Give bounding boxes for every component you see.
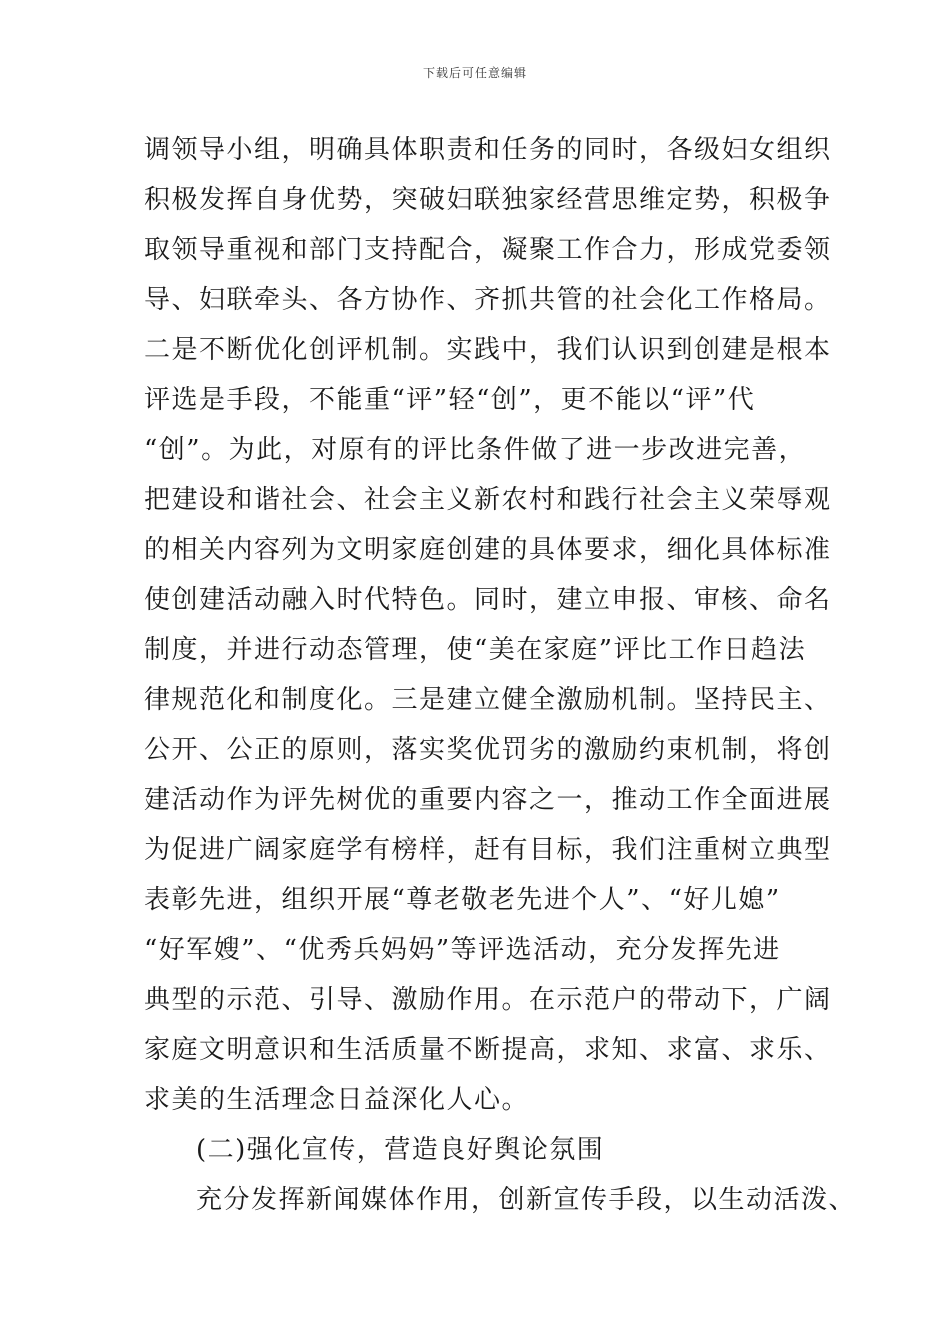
paragraph-line: 取领导重视和部门支持配合，凝聚工作合力，形成党委领 <box>144 235 832 265</box>
paragraph-line: 为促进广阔家庭学有榜样，赶有目标，我们注重树立典型 <box>144 835 832 865</box>
paragraph-line: 建活动作为评先树优的重要内容之一，推动工作全面进展 <box>144 785 832 815</box>
paragraph-line: 二是不断优化创评机制。实践中，我们认识到创建是根本 <box>144 335 832 365</box>
section-heading: (二)强化宣传，营造良好舆论氛围 <box>196 1135 605 1165</box>
paragraph-line: 公开、公正的原则，落实奖优罚劣的激励约束机制，将创 <box>144 735 832 765</box>
paragraph-line: 使创建活动融入时代特色。同时，建立申报、审核、命名 <box>144 585 832 615</box>
paragraph-line: 评选是手段，不能重“评”轻“创”，更不能以“评”代 <box>144 385 756 415</box>
page-header-note: 下载后可任意编辑 <box>422 66 527 80</box>
paragraph-line: 调领导小组，明确具体职责和任务的同时，各级妇女组织 <box>144 135 832 165</box>
paragraph-line: 把建设和谐社会、社会主义新农村和践行社会主义荣辱观 <box>144 485 832 515</box>
paragraph-line: 典型的示范、引导、激励作用。在示范户的带动下，广阔 <box>144 985 832 1015</box>
paragraph-line: 律规范化和制度化。三是建立健全激励机制。坚持民主、 <box>144 685 832 715</box>
paragraph-line: 导、妇联牵头、各方协作、齐抓共管的社会化工作格局。 <box>144 285 832 315</box>
paragraph-first-line: 充分发挥新闻媒体作用，创新宣传手段，以生动活泼、 <box>196 1185 857 1215</box>
paragraph-line: 的相关内容列为文明家庭创建的具体要求，细化具体标准 <box>144 535 832 565</box>
paragraph-line: “好军嫂”、“优秀兵妈妈”等评选活动，充分发挥先进 <box>144 935 781 965</box>
paragraph-line: 制度，并进行动态管理，使“美在家庭”评比工作日趋法 <box>144 635 807 665</box>
paragraph-line: 积极发挥自身优势，突破妇联独家经营思维定势，积极争 <box>144 185 832 215</box>
paragraph-line: 家庭文明意识和生活质量不断提高，求知、求富、求乐、 <box>144 1035 832 1065</box>
document-body <box>144 128 857 1228</box>
paragraph-line: 表彰先进，组织开展“尊老敬老先进个人”、“好儿媳” <box>144 885 781 915</box>
paragraph-line: 求美的生活理念日益深化人心。 <box>144 1085 530 1115</box>
paragraph-line: “创”。为此，对原有的评比条件做了进一步改进完善， <box>144 435 807 465</box>
